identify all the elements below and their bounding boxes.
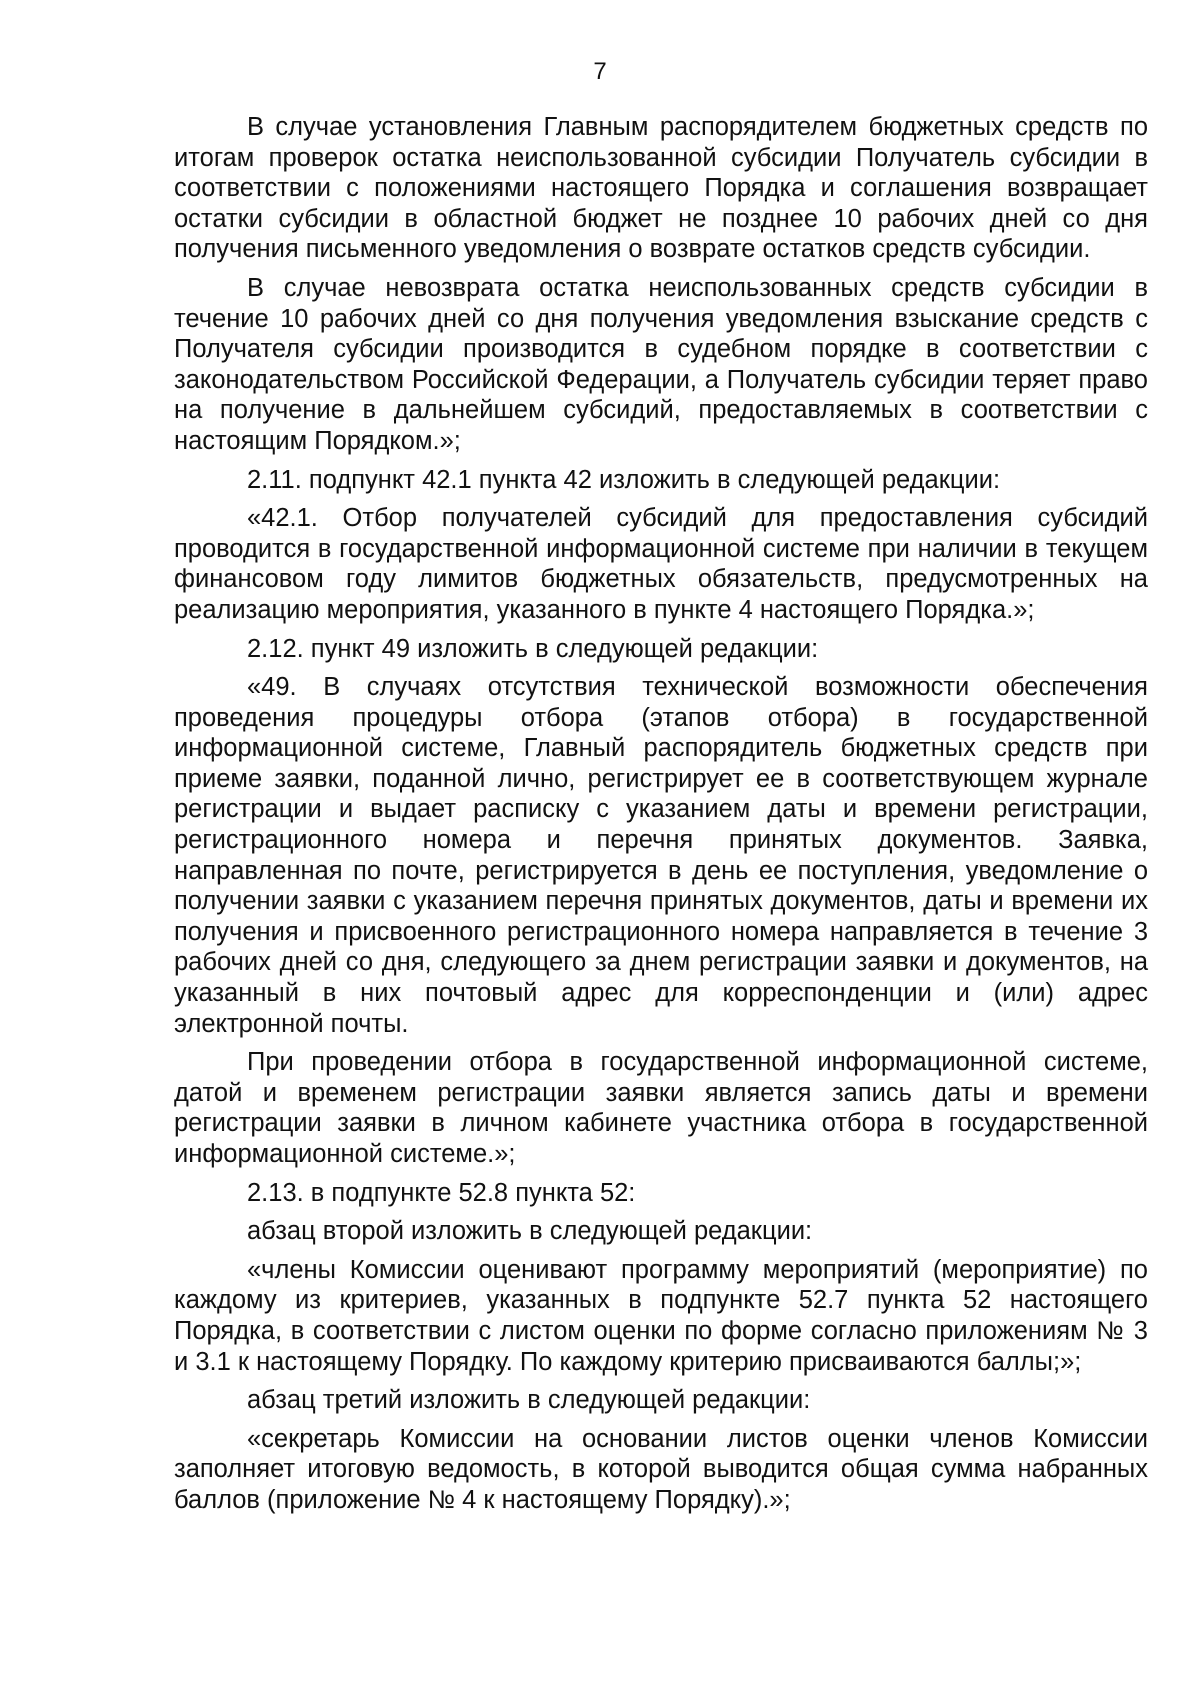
- paragraph-clause-49: «49. В случаях отсутствия технической возможности обеспечения проведения процедуры отбора (этапов отбора) в государственной информационной системе, Главный распорядитель бюджетных средств при приеме заявки, поданной лично, регистрирует ее в соответствующем журнале регистрации и выдает расписку с указанием даты и времени регистрации, регистрационного номера и перечня принятых документов. Заявка, направленная по почте, регистрируется в день ее поступления, уведомление о получении заявки с указанием перечня принятых документов, даты и времени их получения и присвоенного регистрационного номера направляется в течение 3 рабочих дней со дня, следующего за днем регистрации заявки и документов, на указанный в них почтовый адрес для корреспонденции и (или) адрес электронной почты.: [174, 673, 1148, 1038]
- paragraph-commission-secretary: «секретарь Комиссии на основании листов оценки членов Комиссии заполняет итоговую ведомость, в которой выводится общая сумма набранных баллов (приложение № 4 к настоящему Порядку).»;: [174, 1424, 1148, 1514]
- page-number: 7: [593, 58, 607, 85]
- paragraph-item-2-13: 2.13. в подпункте 52.8 пункта 52:: [247, 1178, 636, 1207]
- paragraph-item-2-12: 2.12. пункт 49 изложить в следующей редакции:: [247, 634, 819, 663]
- paragraph-clause-42-1: «42.1. Отбор получателей субсидий для предоставления субсидий проводится в государственной информационной системе при наличии в текущем финансовом году лимитов бюджетных обязательств, предусмотренных на реализацию мероприятия, указанного в пункте 4 настоящего Порядка.»;: [174, 504, 1148, 624]
- paragraph-second-subparagraph-heading: абзац второй изложить в следующей редакции:: [247, 1217, 813, 1246]
- paragraph-item-2-11: 2.11. подпункт 42.1 пункта 42 изложить в следующей редакции:: [247, 465, 1001, 494]
- document-body: [174, 112, 1148, 1524]
- paragraph-registration-date: При проведении отбора в государственной информационной системе, датой и временем регистрации заявки является запись даты и времени регистрации заявки в личном кабинете участника отбора в государственной информационной системе.»;: [174, 1048, 1148, 1168]
- paragraph-non-return-of-subsidy: В случае невозврата остатка неиспользованных средств субсидии в течение 10 рабочих дней со дня получения уведомления взыскание средств с Получателя субсидии производится в судебном порядке в соответствии с законодательством Российской Федерации, а Получатель субсидии теряет право на получение в дальнейшем субсидий, предоставляемых в соответствии с настоящим Порядком.»;: [174, 273, 1148, 455]
- paragraph-commission-members: «члены Комиссии оценивают программу мероприятий (мероприятие) по каждому из критериев, указанных в подпункте 52.7 пункта 52 настоящего Порядка, в соответствии с листом оценки по форме согласно приложениям № 3 и 3.1 к настоящему Порядку. По каждому критерию присваиваются баллы;»;: [174, 1255, 1148, 1376]
- paragraph-third-subparagraph-heading: абзац третий изложить в следующей редакции:: [247, 1386, 811, 1415]
- paragraph-return-of-subsidy-balance: В случае установления Главным распорядителем бюджетных средств по итогам проверок остатка неиспользованной субсидии Получатель субсидии в соответствии с положениями настоящего Порядка и соглашения возвращает остатки субсидии в областной бюджет не позднее 10 рабочих дней со дня получения письменного уведомления о возврате остатков средств субсидии.: [174, 113, 1148, 264]
